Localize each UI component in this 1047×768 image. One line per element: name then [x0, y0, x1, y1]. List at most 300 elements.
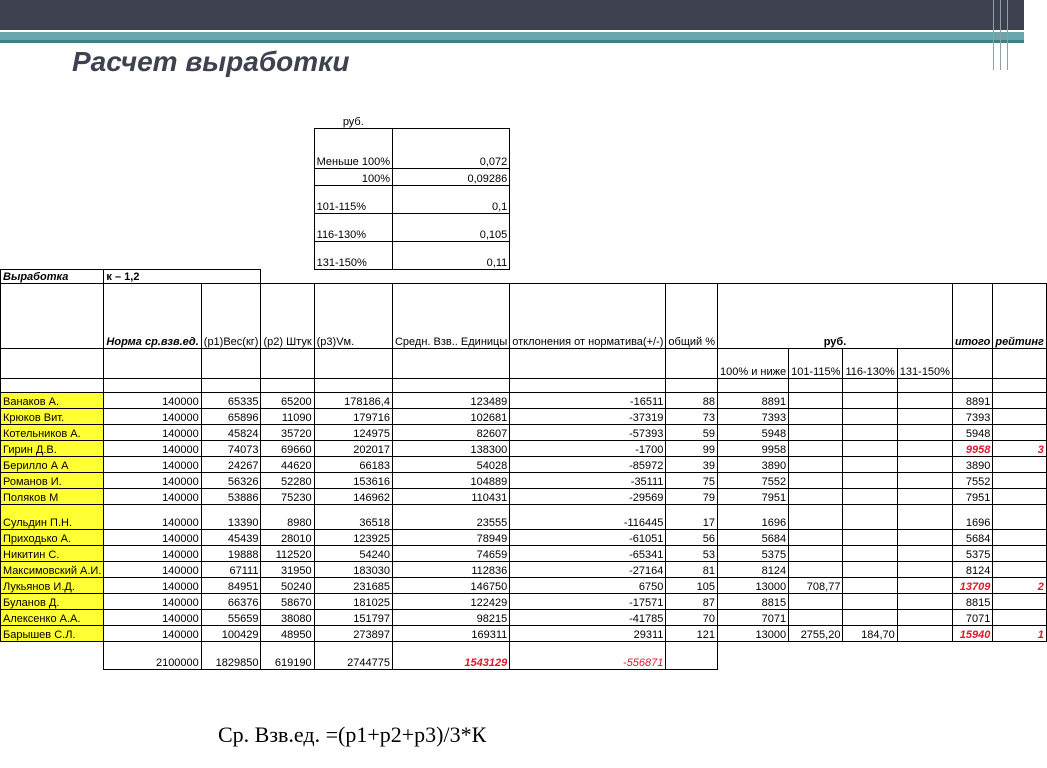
cell-dev: -29569 — [510, 488, 666, 504]
cell — [261, 269, 1046, 283]
cell — [261, 348, 314, 378]
header-rub-sub3: 116-130% — [843, 348, 897, 378]
cell-r3 — [843, 424, 897, 440]
employee-name: Котельников А. — [1, 424, 104, 440]
table-row — [1, 545, 1047, 561]
cell-p2: 28010 — [261, 529, 314, 545]
table-row — [1, 504, 1047, 529]
cell-r2 — [789, 593, 843, 609]
cell-rating — [993, 529, 1047, 545]
cell-dev: -27164 — [510, 561, 666, 577]
cell-pct: 56 — [666, 529, 718, 545]
cell-p3: 146962 — [314, 488, 392, 504]
cell-r3 — [843, 472, 897, 488]
cell-dev: -85972 — [510, 456, 666, 472]
cell — [1, 128, 315, 168]
cell-r3: 184,70 — [843, 625, 897, 641]
cell-dev: 29311 — [510, 625, 666, 641]
rate-label: 131-150% — [314, 241, 392, 269]
cell-dev: -1700 — [510, 440, 666, 456]
header-avg: Средн. Взв.. Единицы — [392, 283, 509, 348]
cell-r1: 5375 — [718, 545, 789, 561]
cell-total: 9958 — [952, 440, 992, 456]
k-coefficient: к – 1,2 — [104, 269, 261, 283]
cell-r4 — [897, 561, 952, 577]
header-p3: (р3)Vм. — [314, 283, 392, 348]
employee-name: Лукьянов И.Д. — [1, 577, 104, 593]
cell-p3: 123925 — [314, 529, 392, 545]
cell-pct: 88 — [666, 392, 718, 408]
rates-unit: руб. — [342, 115, 364, 128]
table-row — [1, 472, 1047, 488]
employee-name: Максимовский А.И. — [1, 561, 104, 577]
header-rub-sub2: 101-115% — [789, 348, 843, 378]
table-row — [1, 577, 1047, 593]
cell-p2: 52280 — [261, 472, 314, 488]
cell-rating — [993, 456, 1047, 472]
cell-r1: 7951 — [718, 488, 789, 504]
cell-p2: 8980 — [261, 504, 314, 529]
total-dev: -556871 — [510, 641, 666, 669]
cell-norm: 140000 — [104, 472, 201, 488]
cell-pct: 99 — [666, 440, 718, 456]
cell-norm: 140000 — [104, 545, 201, 561]
cell-r4 — [897, 472, 952, 488]
employee-name: Ванаков А. — [1, 392, 104, 408]
employee-name: Буланов Д. — [1, 593, 104, 609]
cell-avg: 122429 — [392, 593, 509, 609]
table-row — [1, 529, 1047, 545]
cell-avg: 23555 — [392, 504, 509, 529]
cell-r3 — [843, 545, 897, 561]
cell — [993, 378, 1047, 392]
cell-p1: 65896 — [201, 408, 261, 424]
cell-r3 — [843, 392, 897, 408]
cell-p3: 151797 — [314, 609, 392, 625]
formula-text: Ср. Взв.ед. =(р1+р2+р3)/3*К — [218, 722, 487, 747]
cell — [510, 241, 1047, 269]
cell-p3: 231685 — [314, 577, 392, 593]
employee-name: Романов И. — [1, 472, 104, 488]
cell-p3: 153616 — [314, 472, 392, 488]
cell — [952, 378, 992, 392]
cell-pct: 79 — [666, 488, 718, 504]
total-p1: 1829850 — [201, 641, 261, 669]
cell-p1: 19888 — [201, 545, 261, 561]
rate-label: Меньше 100% — [314, 128, 392, 168]
cell-total: 7393 — [952, 408, 992, 424]
cell-total: 13709 — [952, 577, 992, 593]
cell — [510, 128, 1047, 168]
cell-pct: 53 — [666, 545, 718, 561]
cell-avg: 169311 — [392, 625, 509, 641]
cell-r3 — [843, 488, 897, 504]
header-rub-sub1: 100% и ниже — [718, 348, 789, 378]
cell-pct: 17 — [666, 504, 718, 529]
cell — [718, 641, 1047, 669]
cell-p1: 74073 — [201, 440, 261, 456]
decor-line — [1007, 0, 1008, 70]
rate-value: 0,072 — [392, 128, 509, 168]
cell-p1: 84951 — [201, 577, 261, 593]
cell-norm: 140000 — [104, 609, 201, 625]
cell-dev: -37319 — [510, 408, 666, 424]
cell-total: 7951 — [952, 488, 992, 504]
cell — [1, 348, 104, 378]
cell — [843, 378, 897, 392]
cell — [897, 378, 952, 392]
cell-r3 — [843, 504, 897, 529]
cell-rating — [993, 424, 1047, 440]
cell-r1: 8124 — [718, 561, 789, 577]
output-table — [0, 112, 1047, 670]
cell — [201, 378, 261, 392]
cell-norm: 140000 — [104, 577, 201, 593]
cell-p2: 31950 — [261, 561, 314, 577]
cell-r2 — [789, 504, 843, 529]
total-p2: 619190 — [261, 641, 314, 669]
cell — [718, 378, 789, 392]
cell-norm: 140000 — [104, 561, 201, 577]
header-rub-sub4: 131-150% — [897, 348, 952, 378]
cell-dev: -65341 — [510, 545, 666, 561]
table-row — [1, 456, 1047, 472]
cell-avg: 54028 — [392, 456, 509, 472]
table-row — [1, 609, 1047, 625]
cell-total: 5948 — [952, 424, 992, 440]
cell-norm: 140000 — [104, 593, 201, 609]
header-p2: (р2) Штук — [261, 283, 314, 348]
cell-rating — [993, 561, 1047, 577]
cell-r1: 7552 — [718, 472, 789, 488]
cell-p3: 179716 — [314, 408, 392, 424]
cell-norm: 140000 — [104, 456, 201, 472]
cell-pct: 75 — [666, 472, 718, 488]
cell-dev: 6750 — [510, 577, 666, 593]
cell-pct: 87 — [666, 593, 718, 609]
header-deviation: отклонения от норматива(+/-) — [510, 283, 666, 348]
cell — [789, 378, 843, 392]
cell-rating: 3 — [993, 440, 1047, 456]
cell — [666, 641, 718, 669]
employee-name: Барышев С.Л. — [1, 625, 104, 641]
employee-name: Гирин Д.В. — [1, 440, 104, 456]
total-p3: 2744775 — [314, 641, 392, 669]
cell-r3 — [843, 609, 897, 625]
cell-pct: 105 — [666, 577, 718, 593]
cell-dev: -35111 — [510, 472, 666, 488]
cell — [952, 348, 992, 378]
header-total: итого — [952, 283, 992, 348]
cell-total: 8124 — [952, 561, 992, 577]
cell-r2 — [789, 456, 843, 472]
cell-r1: 5684 — [718, 529, 789, 545]
cell-r1: 9958 — [718, 440, 789, 456]
cell-p2: 50240 — [261, 577, 314, 593]
cell-norm: 140000 — [104, 440, 201, 456]
cell-r2 — [789, 545, 843, 561]
table-row — [1, 488, 1047, 504]
cell — [510, 168, 1047, 185]
cell-p3: 181025 — [314, 593, 392, 609]
cell-p1: 56326 — [201, 472, 261, 488]
cell-avg: 102681 — [392, 408, 509, 424]
cell-r4 — [897, 504, 952, 529]
cell-r4 — [897, 577, 952, 593]
cell-avg: 110431 — [392, 488, 509, 504]
rate-value: 0,11 — [392, 241, 509, 269]
cell-p3: 66183 — [314, 456, 392, 472]
table-row — [1, 424, 1047, 440]
cell-p1: 66376 — [201, 593, 261, 609]
cell — [104, 348, 201, 378]
employee-name: Приходько А. — [1, 529, 104, 545]
cell-rating: 1 — [993, 625, 1047, 641]
cell-total: 3890 — [952, 456, 992, 472]
rate-label: 101-115% — [314, 185, 392, 213]
cell-p3: 178186,4 — [314, 392, 392, 408]
cell-r1: 7071 — [718, 609, 789, 625]
cell — [666, 348, 718, 378]
top-bar — [0, 0, 1024, 30]
cell-r2 — [789, 488, 843, 504]
cell-rating: 2 — [993, 577, 1047, 593]
cell-r3 — [843, 408, 897, 424]
cell-p2: 112520 — [261, 545, 314, 561]
decor-line — [1000, 0, 1001, 70]
decor-line — [993, 0, 994, 70]
cell — [510, 378, 666, 392]
cell-r3 — [843, 440, 897, 456]
rate-label: 100% — [314, 168, 392, 185]
cell-avg: 123489 — [392, 392, 509, 408]
cell-p1: 24267 — [201, 456, 261, 472]
cell — [1, 185, 315, 213]
cell-r1: 13000 — [718, 577, 789, 593]
cell-r2 — [789, 561, 843, 577]
cell-avg: 112836 — [392, 561, 509, 577]
cell-r4 — [897, 392, 952, 408]
cell-r4 — [897, 488, 952, 504]
header-rating: рейтинг — [993, 283, 1047, 348]
cell-dev: -16511 — [510, 392, 666, 408]
cell-p1: 100429 — [201, 625, 261, 641]
cell-pct: 73 — [666, 408, 718, 424]
cell-p3: 273897 — [314, 625, 392, 641]
cell-dev: -17571 — [510, 593, 666, 609]
cell-norm: 140000 — [104, 408, 201, 424]
table-row — [1, 561, 1047, 577]
cell-r1: 3890 — [718, 456, 789, 472]
cell-r4 — [897, 456, 952, 472]
table-row — [1, 625, 1047, 641]
cell-r2 — [789, 529, 843, 545]
cell — [314, 348, 392, 378]
rate-value: 0,105 — [392, 213, 509, 241]
cell-r2 — [789, 472, 843, 488]
cell-r2 — [789, 392, 843, 408]
cell — [314, 378, 392, 392]
table-row — [1, 392, 1047, 408]
cell-p1: 65335 — [201, 392, 261, 408]
cell-total: 8815 — [952, 593, 992, 609]
employee-name: Крюков Вит. — [1, 408, 104, 424]
cell — [1, 241, 315, 269]
cell-pct: 70 — [666, 609, 718, 625]
cell-rating — [993, 392, 1047, 408]
cell — [666, 378, 718, 392]
cell-rating — [993, 545, 1047, 561]
cell-r2 — [789, 424, 843, 440]
cell — [392, 112, 1046, 128]
cell — [1, 641, 104, 669]
header-rub: руб. — [718, 283, 953, 348]
cell-p3: 36518 — [314, 504, 392, 529]
cell-avg: 74659 — [392, 545, 509, 561]
cell-r2: 708,77 — [789, 577, 843, 593]
table-row — [1, 440, 1047, 456]
cell-avg: 78949 — [392, 529, 509, 545]
cell — [201, 348, 261, 378]
cell-r1: 8815 — [718, 593, 789, 609]
cell-pct: 81 — [666, 561, 718, 577]
total-avg: 1543129 — [392, 641, 509, 669]
cell-total: 1696 — [952, 504, 992, 529]
cell — [1, 213, 315, 241]
cell-p2: 35720 — [261, 424, 314, 440]
cell-r1: 13000 — [718, 625, 789, 641]
table-row — [1, 593, 1047, 609]
cell-r3 — [843, 561, 897, 577]
cell-r4 — [897, 440, 952, 456]
cell — [104, 378, 201, 392]
cell-r4 — [897, 593, 952, 609]
cell-total: 15940 — [952, 625, 992, 641]
cell-rating — [993, 472, 1047, 488]
cell — [993, 348, 1047, 378]
cell-p3: 124975 — [314, 424, 392, 440]
cell-r3 — [843, 593, 897, 609]
cell-r2 — [789, 408, 843, 424]
cell-p1: 13390 — [201, 504, 261, 529]
cell-avg: 98215 — [392, 609, 509, 625]
cell-r2 — [789, 609, 843, 625]
cell-r3 — [843, 529, 897, 545]
cell-p2: 75230 — [261, 488, 314, 504]
cell-total: 5375 — [952, 545, 992, 561]
cell-total: 7552 — [952, 472, 992, 488]
cell-p2: 58670 — [261, 593, 314, 609]
accent-band — [0, 32, 1024, 40]
cell-r3 — [843, 577, 897, 593]
cell-norm: 140000 — [104, 529, 201, 545]
cell-rating — [993, 408, 1047, 424]
cell-p1: 53886 — [201, 488, 261, 504]
cell-rating — [993, 593, 1047, 609]
cell — [392, 348, 509, 378]
cell-norm: 140000 — [104, 504, 201, 529]
cell-avg: 82607 — [392, 424, 509, 440]
cell-p2: 65200 — [261, 392, 314, 408]
rate-label: 116-130% — [314, 213, 392, 241]
cell-p1: 45824 — [201, 424, 261, 440]
cell-p3: 183030 — [314, 561, 392, 577]
cell — [1, 283, 104, 348]
cell-r1: 8891 — [718, 392, 789, 408]
cell — [510, 185, 1047, 213]
cell-rating — [993, 609, 1047, 625]
cell-p2: 11090 — [261, 408, 314, 424]
cell-avg: 138300 — [392, 440, 509, 456]
employee-name: Поляков М — [1, 488, 104, 504]
cell-p2: 69660 — [261, 440, 314, 456]
cell-r4 — [897, 424, 952, 440]
cell — [510, 213, 1047, 241]
rate-value: 0,1 — [392, 185, 509, 213]
cell-p2: 48950 — [261, 625, 314, 641]
cell-norm: 140000 — [104, 488, 201, 504]
cell-avg: 146750 — [392, 577, 509, 593]
cell — [392, 378, 509, 392]
rate-value: 0,09286 — [392, 168, 509, 185]
cell-pct: 59 — [666, 424, 718, 440]
employee-name: Берилло А А — [1, 456, 104, 472]
cell-norm: 140000 — [104, 392, 201, 408]
cell-norm: 140000 — [104, 625, 201, 641]
accent-line — [0, 40, 1024, 43]
cell-r2: 2755,20 — [789, 625, 843, 641]
cell-dev: -41785 — [510, 609, 666, 625]
cell — [1, 168, 315, 185]
employee-name: Сульдин П.Н. — [1, 504, 104, 529]
table-row — [1, 408, 1047, 424]
cell-p2: 38080 — [261, 609, 314, 625]
cell-p3: 202017 — [314, 440, 392, 456]
cell-p1: 67111 — [201, 561, 261, 577]
cell-r1: 7393 — [718, 408, 789, 424]
cell-dev: -57393 — [510, 424, 666, 440]
cell-r1: 1696 — [718, 504, 789, 529]
cell-r3 — [843, 456, 897, 472]
cell-p3: 54240 — [314, 545, 392, 561]
page-title: Расчет выработки — [72, 46, 350, 77]
cell-total: 5684 — [952, 529, 992, 545]
cell-p2: 44620 — [261, 456, 314, 472]
cell-p1: 45439 — [201, 529, 261, 545]
cell-r4 — [897, 529, 952, 545]
cell-r4 — [897, 625, 952, 641]
cell-pct: 39 — [666, 456, 718, 472]
cell — [1, 112, 315, 128]
cell-r2 — [789, 440, 843, 456]
total-norm: 2100000 — [104, 641, 201, 669]
header-percent: общий % — [666, 283, 718, 348]
cell — [261, 378, 314, 392]
cell-pct: 121 — [666, 625, 718, 641]
cell-r4 — [897, 609, 952, 625]
cell-rating — [993, 488, 1047, 504]
cell — [1, 378, 104, 392]
header-p1: (р1)Вес(кг) — [201, 283, 261, 348]
cell-total: 7071 — [952, 609, 992, 625]
cell-p1: 55659 — [201, 609, 261, 625]
header-norm: Норма ср.взв.ед. — [104, 283, 201, 348]
cell-r1: 5948 — [718, 424, 789, 440]
employee-name: Никитин С. — [1, 545, 104, 561]
cell-norm: 140000 — [104, 424, 201, 440]
cell-dev: -116445 — [510, 504, 666, 529]
cell-rating — [993, 504, 1047, 529]
